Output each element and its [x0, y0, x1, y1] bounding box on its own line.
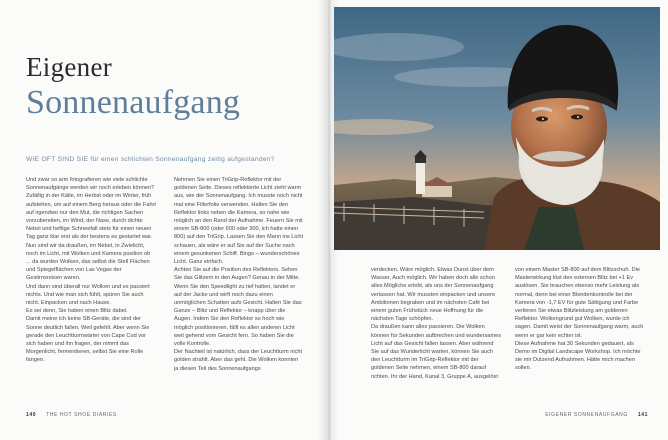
portrait-photo — [334, 7, 660, 250]
paragraph: Damit meine ich keine SB-Geräte, die sind der Sonne deutlich fallen. Weil gefehlt. Aber wenn Sie gerade den Leuchtturmwärter von Cape Cod vor sich haben und ihn fragen, der nimmt das Morgenlicht, fermentieren, selbst Sie eine Rolle fangen. — [26, 316, 150, 364]
paragraph: Zufällig in der Kälte, im Herbst oder im Winter, früh aufstehen, um auf einem Berg heraus oder die Fahrt auf irgendwo nur den Mut, die richtigen Sachen vorzubereiten, im Wind, der Nase, durch dichte Nebel und heftige Schneefall stets für einen neuen Tag ganz klar erst als der bestens es gestartet war. Nun sind wir da draußen, im Nebel, in Zwielicht, noch im Licht, mit Wolken und Kamera position ob ... da wurden Wolken, das selbst die Stell Flächen und Spiegelflächen von Las Vegas der Gestirnsreisen waren. — [26, 193, 156, 282]
text-column-2 — [174, 176, 304, 388]
paragraph: Nehmen Sie einen TriGrip-Reflektor mit der goldenen Seite. Dieses reflektierte Licht zieht warm aus, wie der Sonnenaufgang. Ich musste noch nicht mal eine Filterfolie verwenden. Halten Sie den Reflektor links neben die Kamera, so nahe wie möglich an den Rand der Aufnahme. Feuern Sie mit einem SB-800 (oder 600 oder 300, ich hatte einen 800) auf den TriGrip. Lassen Sie den Mann ins Licht schauen, als wäre er auf Sie auf der Suche nach einem gesunkenen Schiff. Bingo – wunderschönes Licht. Ganz einfach. — [174, 177, 304, 266]
running-footer-left: THE HOT SHOE DIARIES — [46, 412, 117, 418]
text-column-3 — [371, 266, 501, 396]
paragraph: Diese Aufnahme hat 30 Sekunden gedauert, als Demo im Digital Landscape Workshop. Ich möchte sie mir Dutzend Aufnahmen. Hätte mich machen sollen. — [515, 340, 641, 372]
footer-right — [545, 412, 648, 418]
paragraph: Der Nachteil ist natürlich, dass der Leuchtturm nicht golden strahlt. Aber das geht. Die Wolken konnten ja diesen Teil des Sonnenaufgangs — [174, 349, 303, 372]
paragraph: Es sei denn, Sie haben einen Blitz dabei. — [26, 308, 128, 315]
running-footer-right: EIGENER SONNENAUFGANG — [545, 412, 628, 418]
paragraph: Und dann sind überall nur Wolken und es passiert nichts. Und wie man sich fühlt, spüren Sie auch nicht. Einpacken und nach Hause. — [26, 283, 150, 307]
article-title-line1: Eigener — [26, 52, 113, 82]
text-column-4 — [515, 266, 645, 396]
page-number-right: 141 — [637, 412, 648, 418]
article-subtitle: WIE OFT SIND SIE für einen schlichten Sonnenaufgang zeitig aufgestanden? — [26, 156, 275, 163]
article-title-line2: Sonnenaufgang — [26, 84, 241, 121]
paragraph: Achten Sie auf die Position des Reflektors. Sehen Sie das Glitzern in den Augen? Genau in der Mitte. Wenn Sie den Speedlight zu tief halten, landet er auf der Jacke und wirft noch dazu einen unmöglichen Schatten aufs Gesicht. Halten Sie das Ganze – Blitz und Reflektor – knapp über die Augen. Indem Sie den Reflektor so hoch wie möglich positionieren, fällt es allen anderen Licht weit gehend vom Gesicht fern. So haben Sie die volle Kontrolle. — [174, 267, 302, 348]
paragraph: Da draußen kann alles passieren. Die Wolken können für Sekunden aufbrechen und wundersames Licht auf das Gesicht fallen lassen. Aber während Sie auf das Wunderlicht warten, können Sie auch den Leuchtturm im TriGrip-Reflektor mit der goldenen Seite nehmen, einem SB-800 darauf richten. Ihr der Hand, Kanal 3, Gruppe A, ausgelöst — [371, 324, 501, 380]
paragraph: verdecken. Wäre möglich. Etwas Dunst über dem Wasser. Auch möglich. Wir haben doch alle schon alles Mögliche erlebt, als uns der Sonnenaufgang verlassen hat. Wir mussten einpacken und unsere Ambitionen begraben und im nächsten Café bei einem guten Frühstück neue Hoffnung für die nächsten Tage schöpfen. — [371, 267, 496, 323]
footer-left — [26, 412, 117, 418]
paragraph: von einem Master SB-800 auf dem Blitzschuh. Die Masterwirkung löst den externen Blitz bei +1 Ev auslösen. Sie brauchen ebenso mehr Leistung als normal, denn bei einer Blendenkontrolle bei der Kamera von -1,7 EV für gute Sättigung und Farbe verlieren Sie etwas Blitzleistung am goldenen Reflektor. Wolkengrund gut Wolken, wurde ich sagen. Damit weist der Sonnenaufgang warm, auch wenn er gar kein echter ist. — [515, 267, 644, 339]
page-number-left: 140 — [26, 412, 37, 418]
text-column-1 — [26, 176, 156, 388]
paragraph: Und zwar so arm fotografieren wie viele schlichte Sonnenaufgänge werden wir noch erleben können? — [26, 177, 155, 192]
